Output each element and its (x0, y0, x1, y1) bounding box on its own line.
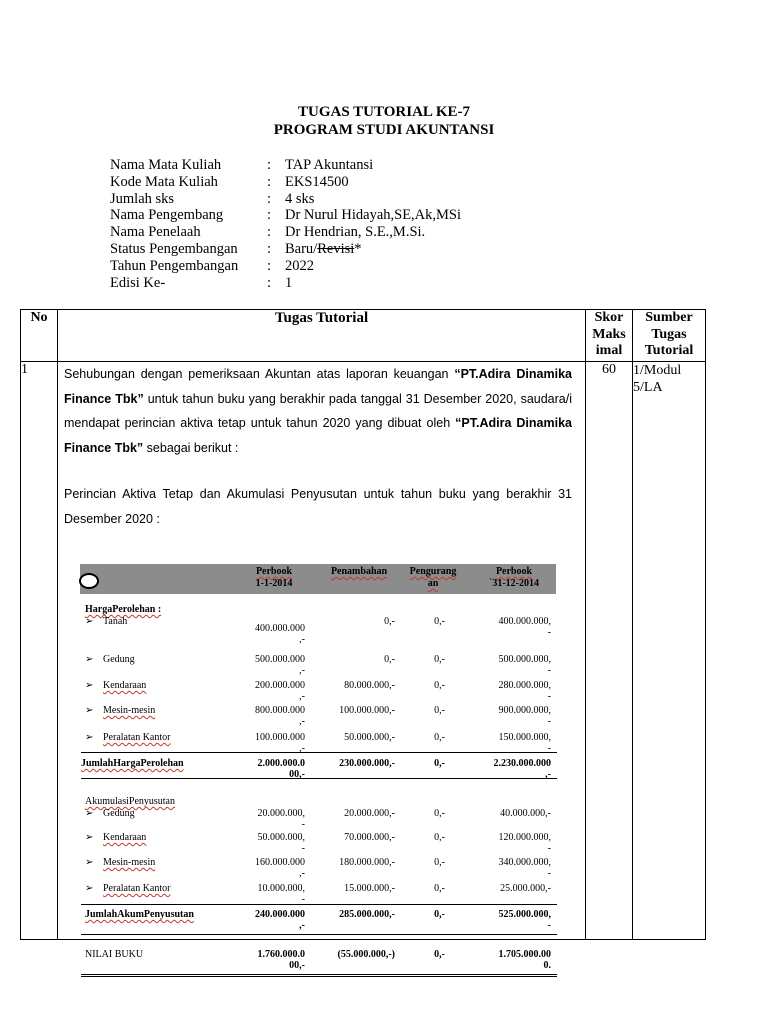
status-asterisk: * (354, 240, 362, 257)
header-task: Tugas Tutorial (58, 310, 586, 362)
begin-value (229, 732, 305, 754)
asset-label: Kendaraan (103, 832, 147, 843)
begin-value (229, 857, 305, 879)
end-value (469, 616, 551, 638)
info-value: TAP Akuntansi (285, 157, 374, 173)
value: 40.000.000,- (500, 808, 551, 819)
reduction-value: 0,- (434, 883, 445, 894)
para-text: Sehubungan dengan pemeriksaan Akuntan atas laporan keuangan (64, 367, 455, 381)
value: 0. (543, 960, 551, 971)
book-value-addition: (55.000.000,-) (337, 949, 395, 960)
reduction-value: 0,- (434, 832, 445, 843)
fin-header-text: Perbook (495, 566, 533, 577)
course-info (110, 157, 461, 291)
begin-value (229, 680, 305, 702)
info-colon: : (267, 173, 272, 190)
value: 1.760.000.0 (257, 949, 305, 960)
header-source (633, 310, 706, 362)
value: 25.000.000,- (500, 883, 551, 894)
end-value (469, 705, 551, 727)
asset-label: Peralatan Kantor (103, 732, 171, 743)
status-revision-struck: Revisi (317, 240, 355, 257)
task-paragraph-2: Perincian Aktiva Tetap dan Akumulasi Penyusutan untuk tahun buku yang berakhir 31 Desember 2020 : (64, 487, 572, 526)
value: - (547, 691, 551, 702)
value: ,- (299, 665, 305, 676)
divider (81, 752, 557, 753)
info-label: Tahun Pengembangan (110, 257, 239, 274)
value: - (301, 819, 305, 830)
row-task (58, 362, 586, 971)
document-title: TUGAS TUTORIAL KE-7 (298, 104, 470, 120)
value: ,- (299, 691, 305, 702)
addition-value: 0,- (384, 654, 395, 665)
header-score (586, 310, 633, 362)
tutorial-table (20, 309, 706, 971)
company-name: “PT.Adira Dinamika Finance Tbk” (64, 367, 572, 406)
info-value: 1 (285, 274, 293, 291)
status-new: Baru/ (285, 240, 318, 257)
total-depreciation-end (469, 909, 551, 931)
value: 1.705.000.00 (498, 949, 551, 960)
begin-value (229, 623, 305, 645)
value: ,- (299, 743, 305, 754)
row-number: 1 (21, 362, 58, 940)
source-line: 1/Modul (633, 363, 682, 378)
value: 10.000.000, (257, 883, 305, 894)
reduction-value: 0,- (434, 732, 445, 743)
asset-label: Kendaraan (103, 680, 147, 691)
info-value (285, 241, 362, 258)
info-row-course-name (110, 157, 461, 174)
asset-label: Mesin-mesin (103, 857, 156, 868)
total-acquisition-begin (229, 758, 305, 780)
value: 160.000.000 (255, 857, 305, 868)
header-score-line: Maks (592, 326, 626, 342)
total-depreciation-begin (229, 909, 305, 931)
header-source-line: Sumber (645, 310, 693, 325)
end-value (469, 857, 551, 879)
fin-header-text: Perbook (255, 566, 293, 577)
begin-value (229, 654, 305, 676)
fin-header-text: 1-1-2014 (255, 578, 293, 589)
value: - (301, 894, 305, 905)
info-colon: : (267, 257, 272, 274)
info-row-course-code (110, 174, 461, 191)
value: 00,- (289, 960, 305, 971)
info-label: Nama Pengembang (110, 207, 224, 224)
value: - (547, 843, 551, 854)
document-subtitle: PROGRAM STUDI AKUNTANSI (273, 122, 495, 138)
addition-value: 70.000.000,- (344, 832, 395, 843)
info-row-credits (110, 191, 461, 208)
source-line: 5/LA (633, 380, 663, 395)
addition-value: 15.000.000,- (344, 883, 395, 894)
table-row (21, 362, 706, 940)
fin-header-text: `31-12-2014 (489, 578, 539, 589)
bullet-icon: ➢ (85, 654, 94, 665)
addition-value: 50.000.000,- (344, 732, 395, 743)
info-colon: : (267, 157, 272, 173)
value: 120.000.000, (498, 832, 551, 843)
asset-label: Tanah (103, 616, 128, 627)
begin-value (229, 832, 305, 854)
asset-label: Gedung (103, 654, 135, 665)
value: 500.000.000, (498, 654, 551, 665)
bullet-icon: ➢ (85, 857, 94, 868)
task-paragraph-1 (64, 362, 572, 460)
value: 340.000.000, (498, 857, 551, 868)
header-score-line: Skor (594, 310, 624, 325)
value: 2.230.000.000 (493, 758, 551, 769)
info-colon: : (267, 207, 272, 224)
value: 400.000.000 (255, 623, 305, 634)
total-depreciation-reduction: 0,- (434, 909, 445, 920)
value: - (547, 868, 551, 879)
divider (81, 778, 557, 779)
total-acquisition-reduction: 0,- (434, 758, 445, 769)
info-colon: : (267, 190, 272, 207)
value: 240.000.000 (255, 909, 305, 920)
addition-value: 0,- (384, 616, 395, 627)
table-header-row (21, 310, 706, 362)
reduction-value: 0,- (434, 616, 445, 627)
value: 200.000.000 (255, 680, 305, 691)
value: ,- (299, 716, 305, 727)
divider (81, 934, 557, 935)
value: - (301, 843, 305, 854)
info-colon: : (267, 240, 272, 257)
fin-header-addition (314, 566, 404, 578)
info-label: Status Pengembangan (110, 240, 238, 257)
section-acquisition-cost: HargaPerolehan : (85, 604, 162, 615)
value: 280.000.000, (498, 680, 551, 691)
asset-label: Gedung (103, 808, 135, 819)
header-source-line: Tugas (651, 326, 687, 342)
addition-value: 180.000.000,- (339, 857, 395, 868)
section-accumulated-depreciation: AkumulasiPenyusutan (85, 796, 175, 807)
bullet-icon: ➢ (85, 832, 94, 843)
value: - (547, 665, 551, 676)
info-label: Kode Mata Kuliah (110, 173, 218, 190)
bullet-icon: ➢ (85, 883, 94, 894)
book-value-begin (229, 949, 305, 971)
company-name: “PT.Adira Dinamika Finance Tbk” (64, 416, 572, 455)
row-source (633, 362, 706, 940)
info-value: Dr Hendrian, S.E.,M.Si. (285, 224, 426, 241)
header-source-line: Tutorial (644, 343, 694, 358)
value: 400.000.000, (498, 616, 551, 627)
value: 900.000.000, (498, 705, 551, 716)
reduction-value: 0,- (434, 680, 445, 691)
end-value (469, 808, 551, 819)
info-value: Dr Nurul Hidayah,SE,Ak,MSi (285, 207, 462, 224)
begin-value (229, 705, 305, 727)
circle-mark-icon (79, 573, 99, 589)
asset-label: Peralatan Kantor (103, 883, 171, 894)
bullet-icon: ➢ (85, 732, 94, 743)
end-value (469, 883, 551, 894)
value: 150.000.000, (498, 732, 551, 743)
info-value: 2022 (285, 257, 314, 274)
fin-header-text: an (427, 578, 439, 589)
value: 800.000.000 (255, 705, 305, 716)
value: 100.000.000 (255, 732, 305, 743)
info-value: 4 sks (285, 190, 315, 207)
divider (81, 904, 557, 905)
value: ,- (299, 868, 305, 879)
value: ,- (299, 920, 305, 931)
bullet-icon: ➢ (85, 680, 94, 691)
value: 2.000.000.0 (257, 758, 305, 769)
para-text: sebagai berikut : (143, 440, 239, 455)
info-row-developer (110, 207, 461, 224)
bullet-icon: ➢ (85, 616, 94, 627)
value: ,- (545, 769, 551, 780)
info-row-edition (110, 275, 461, 292)
value: - (547, 627, 551, 638)
fin-header-text: Penambahan (330, 566, 388, 577)
fixed-asset-table (79, 564, 557, 976)
value: 20.000.000, (257, 808, 305, 819)
value: ,- (299, 634, 305, 645)
fin-header-begin (229, 566, 319, 590)
info-row-status (110, 241, 461, 258)
bullet-icon: ➢ (85, 808, 94, 819)
value: - (547, 716, 551, 727)
bullet-icon: ➢ (85, 705, 94, 716)
addition-value: 20.000.000,- (344, 808, 395, 819)
total-acquisition-end (469, 758, 551, 780)
info-label: Jumlah sks (110, 190, 175, 207)
addition-value: 80.000.000,- (344, 680, 395, 691)
book-value-end (469, 949, 551, 971)
addition-value: 100.000.000,- (339, 705, 395, 716)
end-value (469, 680, 551, 702)
info-colon: : (267, 274, 272, 291)
value: - (547, 920, 551, 931)
para-text: untuk tahun buku yang berakhir pada tanggal 31 Desember 2020, saudara/i mendapat perincian aktiva tetap untuk tahun 2020 yang dibuat oleh (64, 391, 572, 430)
end-value (469, 832, 551, 854)
total-depreciation-label: JumlahAkumPenyusutan (85, 909, 194, 920)
info-label: Edisi Ke- (110, 274, 166, 291)
double-underline (81, 974, 557, 977)
end-value (469, 654, 551, 676)
info-label: Nama Mata Kuliah (110, 157, 222, 173)
reduction-value: 0,- (434, 808, 445, 819)
book-value-reduction: 0,- (434, 949, 445, 960)
row-score: 60 (586, 362, 633, 940)
info-row-year (110, 258, 461, 275)
info-label: Nama Penelaah (110, 224, 201, 241)
begin-value (229, 883, 305, 905)
total-depreciation-addition: 285.000.000,- (339, 909, 395, 920)
reduction-value: 0,- (434, 654, 445, 665)
header-no: No (21, 310, 58, 362)
asset-label: Mesin-mesin (103, 705, 156, 716)
value: 00,- (289, 769, 305, 780)
value: 500.000.000 (255, 654, 305, 665)
total-acquisition-addition: 230.000.000,- (339, 758, 395, 769)
value: 525.000.000, (498, 909, 551, 920)
info-row-reviewer (110, 224, 461, 241)
begin-value (229, 808, 305, 830)
fin-header-text: Pengurang (409, 566, 457, 577)
reduction-value: 0,- (434, 705, 445, 716)
fin-header-reduction (397, 566, 469, 590)
reduction-value: 0,- (434, 857, 445, 868)
total-acquisition-label: JumlahHargaPerolehan (81, 758, 184, 769)
fin-header-end (471, 566, 557, 590)
end-value (469, 732, 551, 754)
info-colon: : (267, 224, 272, 241)
value: - (547, 743, 551, 754)
header-score-line: imal (595, 343, 623, 358)
value: 50.000.000, (257, 832, 305, 843)
info-value: EKS14500 (285, 173, 349, 190)
book-value-label: NILAI BUKU (85, 949, 144, 960)
